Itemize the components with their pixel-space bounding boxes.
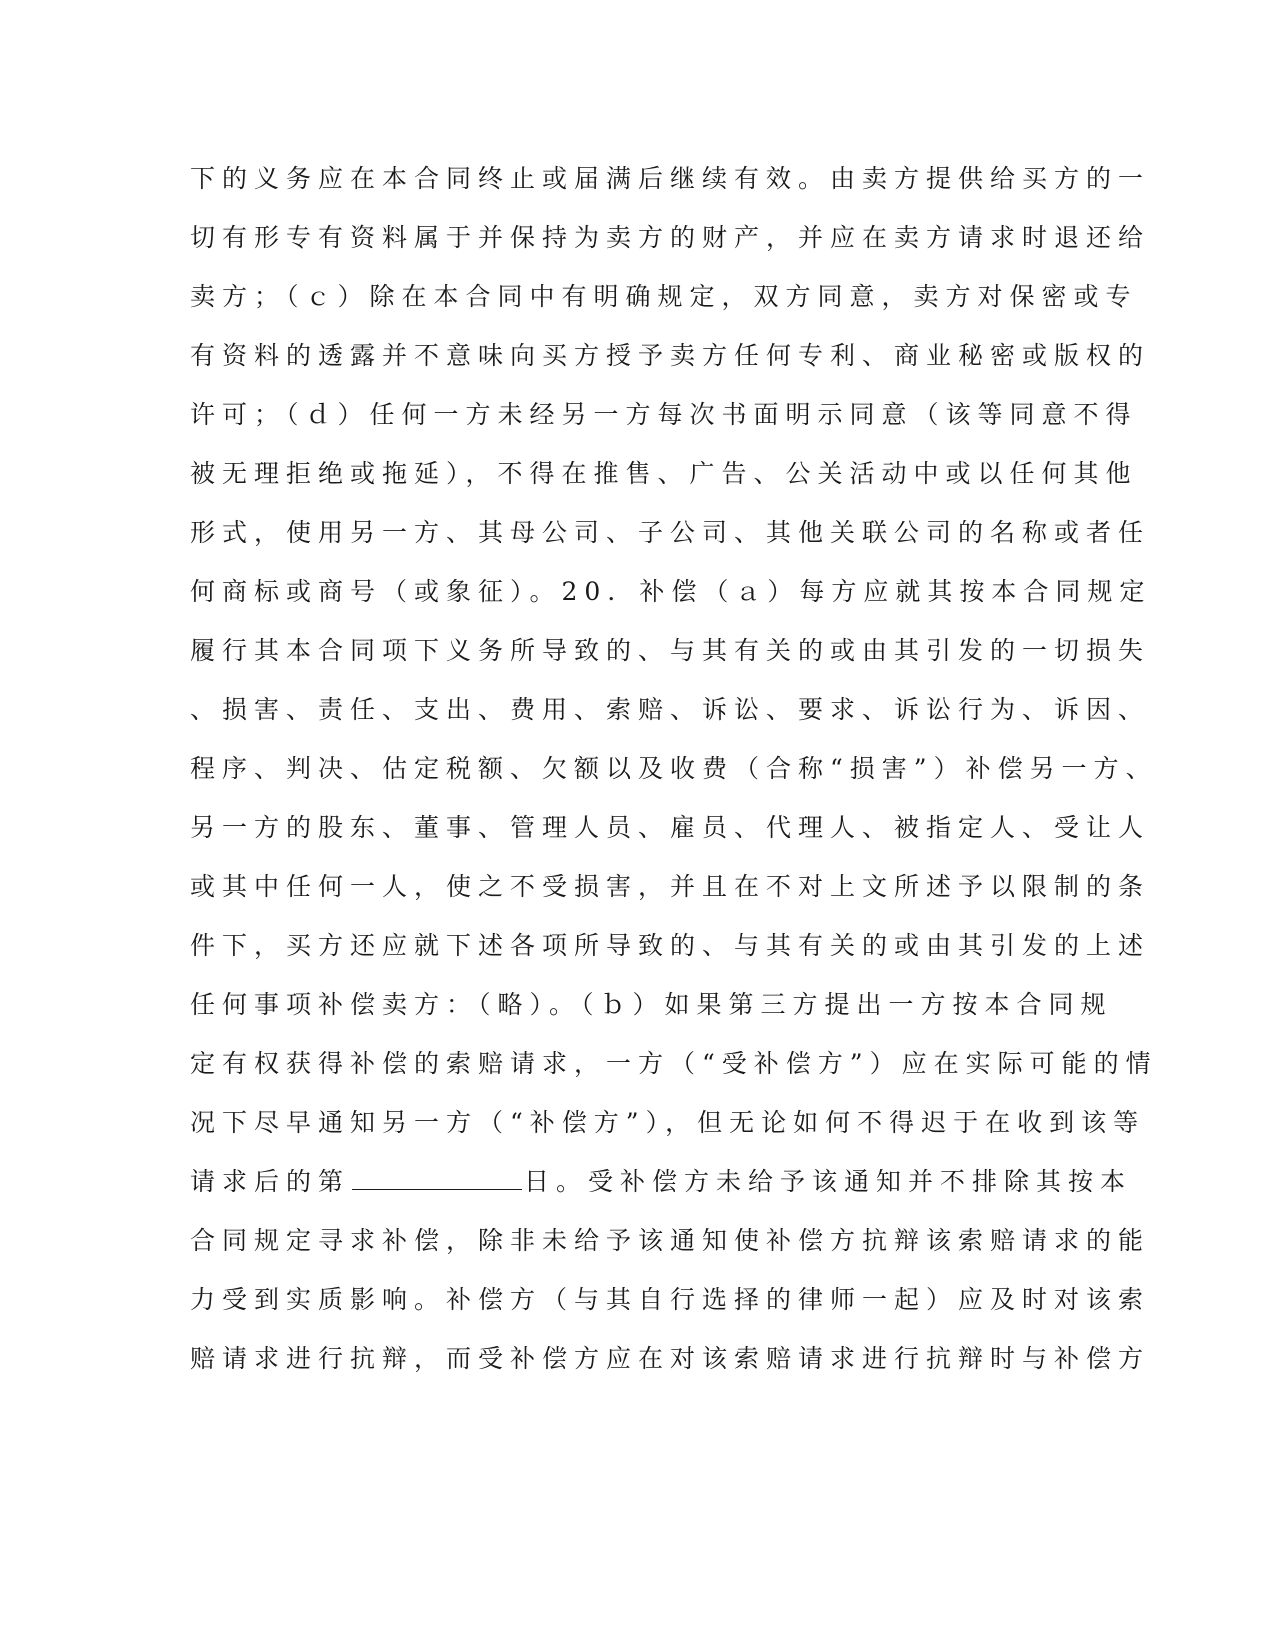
text-line: 形式，使用另一方、其母公司、子公司、其他关联公司的名称或者任 (190, 518, 1151, 547)
text-line: 被无理拒绝或拖延），不得在推售、广告、公关活动中或以任何其他 (190, 459, 1138, 488)
text-line: 履行其本合同项下义务所导致的、与其有关的或由其引发的一切损失 (190, 636, 1151, 665)
text-line: 力受到实质影响。补偿方（与其自行选择的律师一起）应及时对该索 (190, 1285, 1151, 1314)
text-line: 件下，买方还应就下述各项所导致的、与其有关的或由其引发的上述 (190, 931, 1151, 960)
text-line: 卖方；（ｃ）除在本合同中有明确规定，双方同意，卖方对保密或专 (190, 282, 1138, 311)
text-line-with-blank (190, 1167, 1132, 1197)
text-line: 赔请求进行抗辩，而受补偿方应在对该索赔请求进行抗辩时与补偿方 (190, 1344, 1151, 1373)
text-line: 另一方的股东、董事、管理人员、雇员、代理人、被指定人、受让人 (190, 813, 1151, 842)
text-line: 切有形专有资料属于并保持为卖方的财产，并应在卖方请求时退还给 (190, 223, 1151, 252)
text-line: 或其中任何一人，使之不受损害，并且在不对上文所述予以限制的条 (190, 872, 1151, 901)
text-line: 、损害、责任、支出、费用、索赔、诉讼、要求、诉讼行为、诉因、 (190, 695, 1151, 724)
blank-line-suffix: 日。受补偿方未给予该通知并不排除其按本 (524, 1167, 1133, 1196)
text-line: 任何事项补偿卖方：（略）。（ｂ）如果第三方提出一方按本合同规 (190, 990, 1113, 1019)
text-line: 合同规定寻求补偿，除非未给予该通知使补偿方抗辩该索赔请求的能 (190, 1226, 1151, 1255)
text-line: 定有权获得补偿的索赔请求，一方（“受补偿方”）应在实际可能的情 (190, 1049, 1158, 1078)
text-line: 许可；（ｄ）任何一方未经另一方每次书面明示同意（该等同意不得 (190, 400, 1138, 429)
text-line: 况下尽早通知另一方（“补偿方”），但无论如何不得迟于在收到该等 (190, 1108, 1146, 1137)
text-line: 程序、判决、估定税额、欠额以及收费（合称“损害”）补偿另一方、 (190, 754, 1158, 783)
blank-line-prefix: 请求后的第 (190, 1167, 351, 1196)
text-line: 何商标或商号（或象征）。20．补偿（ａ）每方应就其按本合同规定 (190, 577, 1152, 606)
text-line: 下的义务应在本合同终止或届满后继续有效。由卖方提供给买方的一 (190, 164, 1151, 193)
fill-in-blank (352, 1167, 522, 1190)
text-line: 有资料的透露并不意味向买方授予卖方任何专利、商业秘密或版权的 (190, 341, 1151, 370)
